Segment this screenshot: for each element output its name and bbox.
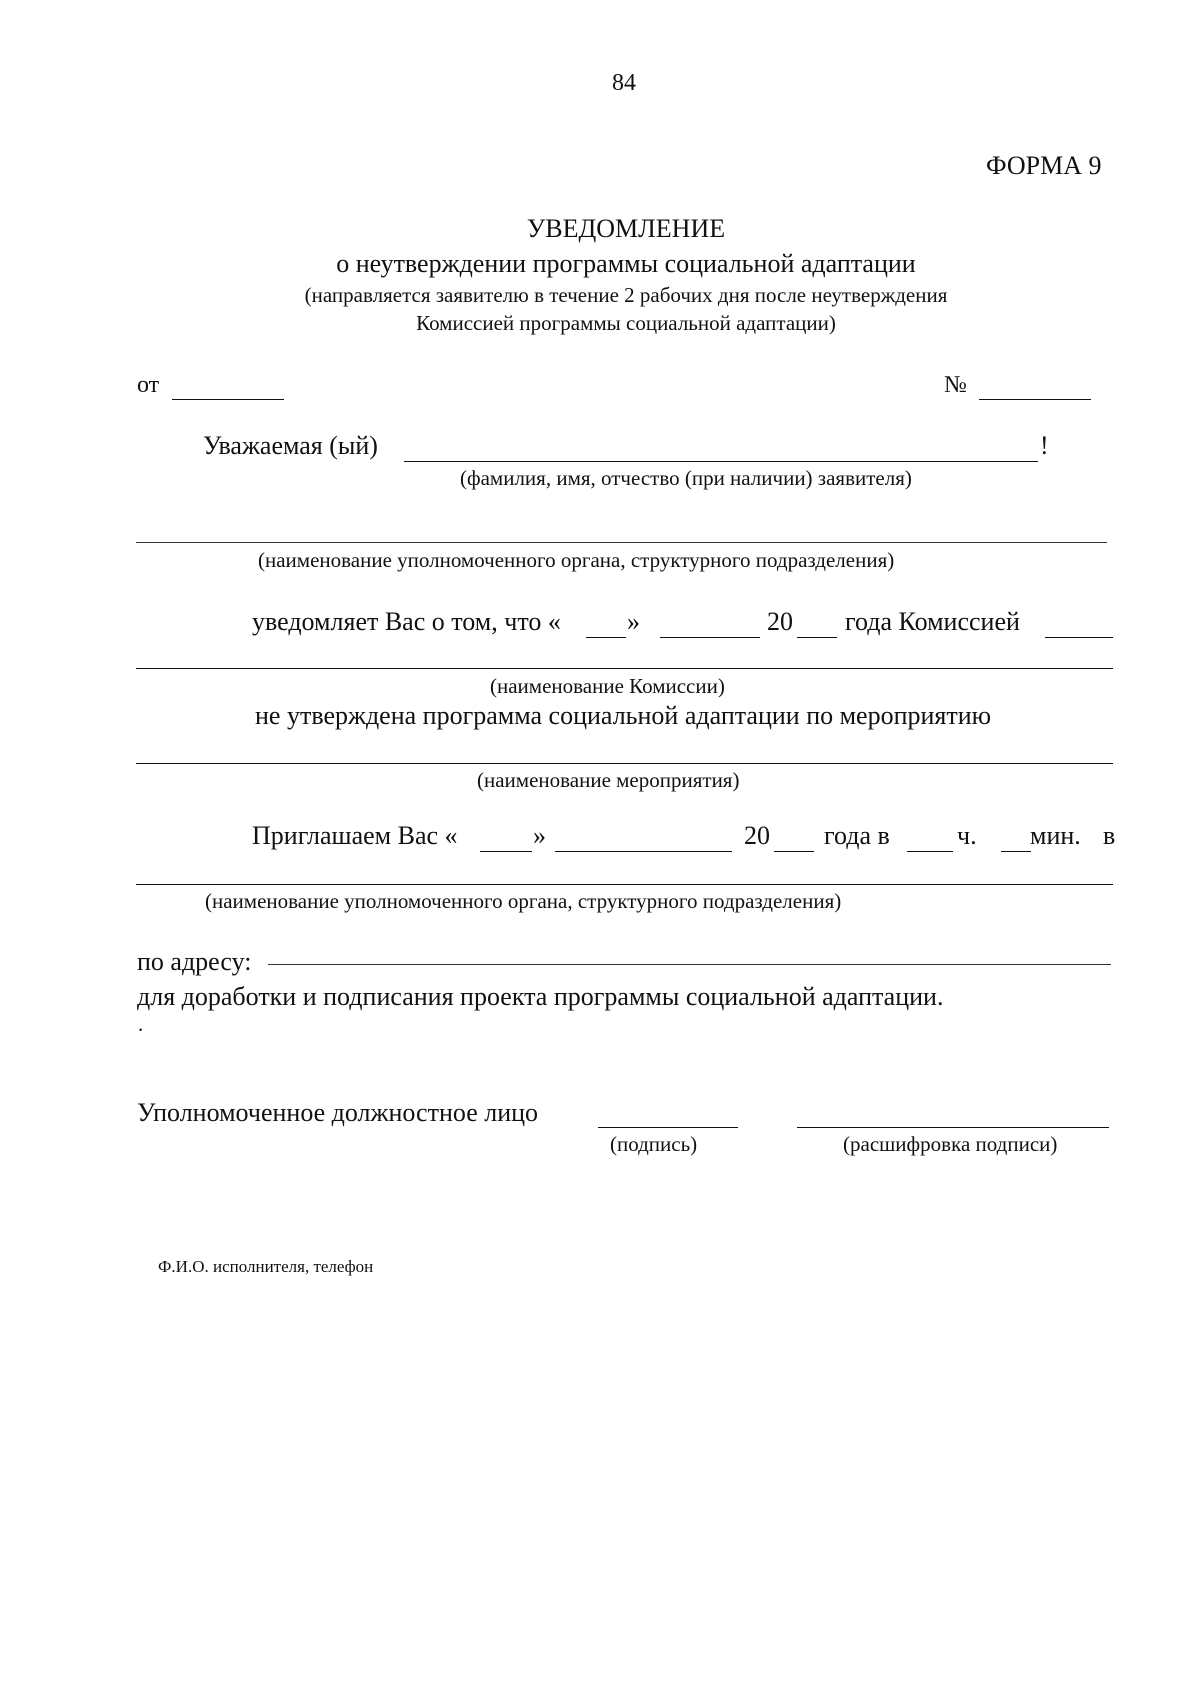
invite-hours-label: ч. (957, 821, 977, 850)
hint-event: (наименование мероприятия) (477, 768, 740, 792)
invite-quote-close: » (533, 821, 546, 850)
hint-signature: (подпись) (610, 1132, 698, 1156)
event-name-field[interactable] (136, 763, 1113, 764)
invite-hours-field[interactable] (907, 851, 953, 852)
purpose-text: для доработки и подписания проекта программы социальной адаптации. (137, 982, 944, 1011)
executor-info: Ф.И.О. исполнителя, телефон (158, 1257, 374, 1276)
hint-applicant-name: (фамилия, имя, отчество (при наличии) заявителя) (460, 466, 912, 490)
official-label: Уполномоченное должностное лицо (137, 1098, 539, 1127)
applicant-name-field[interactable] (404, 461, 1038, 462)
invite-day-field[interactable] (480, 851, 532, 852)
commission-field-start[interactable] (1045, 637, 1113, 638)
invite-year-text: года в (824, 821, 890, 850)
from-label: от (137, 372, 160, 398)
not-approved-text: не утверждена программа социальной адаптации по мероприятию (255, 701, 992, 730)
invite-minutes-field[interactable] (1001, 851, 1031, 852)
address-field[interactable] (268, 964, 1111, 965)
date-field[interactable] (172, 399, 284, 400)
signature-decoded-field[interactable] (797, 1127, 1109, 1128)
document-title: УВЕДОМЛЕНИЕ (526, 214, 726, 243)
organization-field[interactable] (136, 542, 1107, 543)
address-label: по адресу: (137, 947, 252, 976)
invite-year-prefix: 20 (744, 821, 770, 850)
notify-day-field[interactable] (586, 637, 626, 638)
hint-commission: (наименование Комиссии) (490, 674, 725, 698)
number-field[interactable] (979, 399, 1091, 400)
number-label: № (944, 372, 967, 398)
invite-text-start: Приглашаем Вас « (252, 821, 458, 850)
signature-field[interactable] (598, 1127, 738, 1128)
page-number: 84 (612, 70, 636, 96)
form-label: ФОРМА 9 (986, 151, 1102, 180)
note-line-2: Комиссией программы социальной адаптации) (416, 311, 836, 335)
exclamation-mark: ! (1040, 431, 1049, 460)
notify-quote-close: » (627, 607, 640, 636)
stray-dot: . (138, 1012, 144, 1036)
document-subtitle: о неутверждении программы социальной адаптации (336, 249, 916, 278)
invite-year-field[interactable] (774, 851, 814, 852)
hint-signature-decoded: (расшифровка подписи) (843, 1132, 1058, 1156)
invite-month-field[interactable] (555, 851, 732, 852)
notify-year-prefix: 20 (767, 607, 793, 636)
notify-month-field[interactable] (660, 637, 760, 638)
notify-year-field[interactable] (797, 637, 837, 638)
invite-minutes-label: мин. (1030, 821, 1081, 850)
notify-text-start: уведомляет Вас о том, что « (252, 607, 561, 636)
commission-name-field[interactable] (136, 668, 1113, 669)
invite-in-label: в (1103, 821, 1116, 850)
greeting-label: Уважаемая (ый) (203, 431, 378, 460)
hint-organization-2: (наименование уполномоченного органа, структурного подразделения) (205, 889, 842, 913)
note-line-1: (направляется заявителю в течение 2 рабочих дня после неутверждения (304, 283, 948, 307)
hint-organization: (наименование уполномоченного органа, структурного подразделения) (258, 548, 895, 572)
organization-field-2[interactable] (136, 884, 1113, 885)
notify-text-end: года Комиссией (845, 607, 1020, 636)
